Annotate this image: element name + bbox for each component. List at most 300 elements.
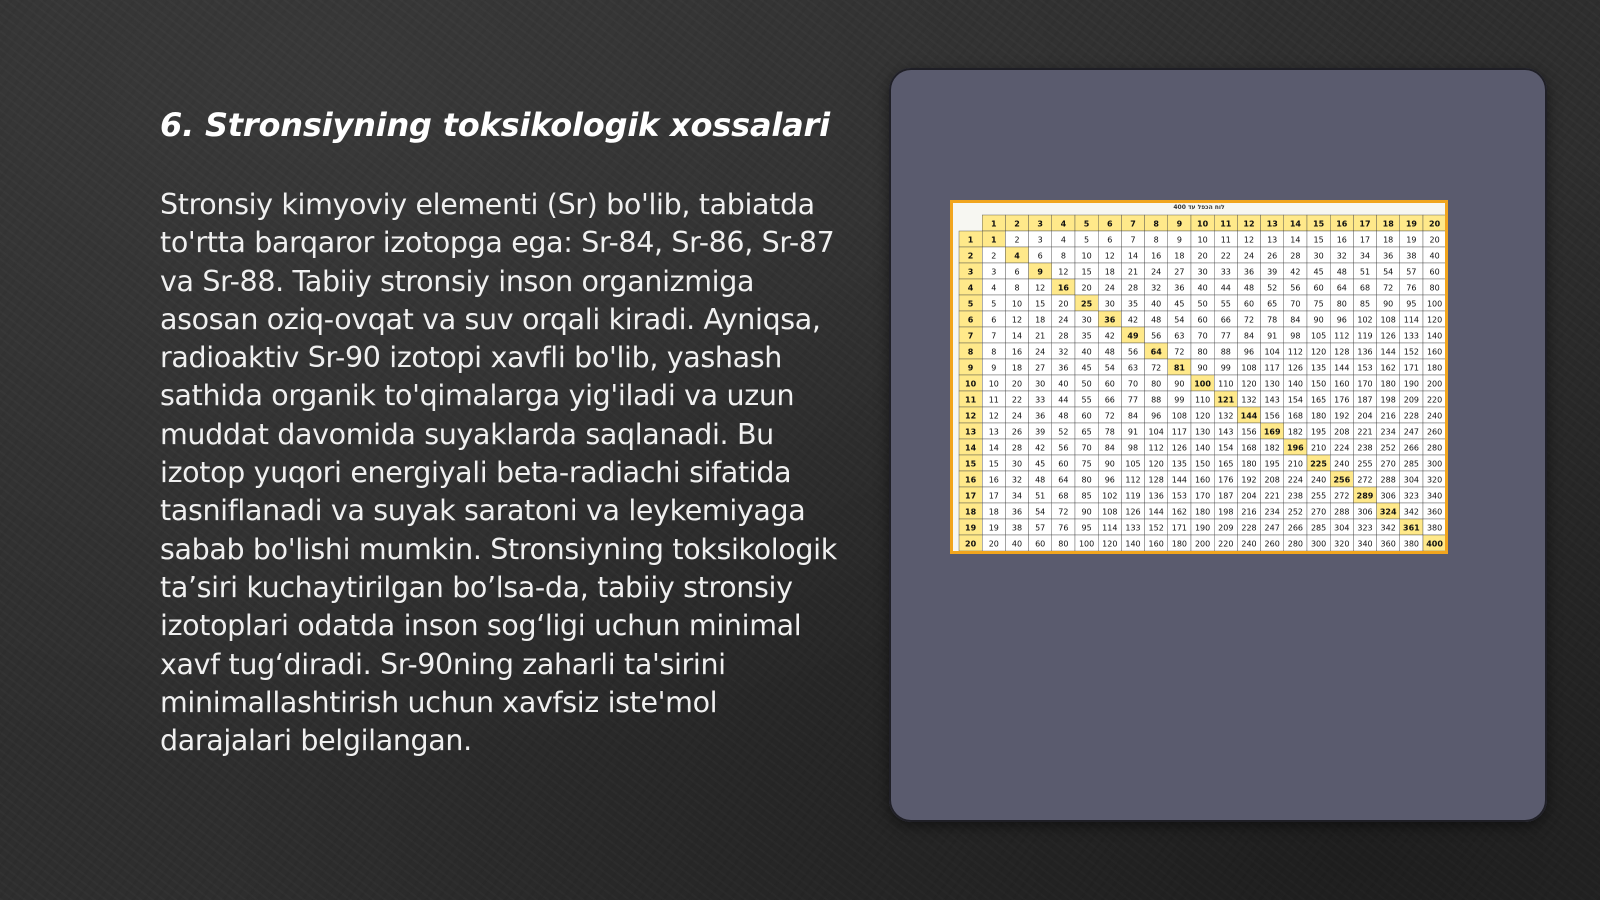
- table-cell-value: 144: [1334, 363, 1350, 373]
- table-header-label: 9: [1176, 219, 1183, 229]
- table-cell-value: 33: [1035, 395, 1046, 405]
- table-cell-value: 24: [1104, 283, 1115, 293]
- table-cell-value: 160: [1194, 475, 1211, 485]
- table-cell-value: 110: [1194, 395, 1211, 405]
- table-cell-value: 340: [1426, 491, 1443, 501]
- table-cell-value: 200: [1194, 539, 1211, 549]
- table-cell-value: 255: [1357, 459, 1373, 469]
- table-cell-value: 160: [1148, 539, 1164, 549]
- table-cell-value: 96: [1151, 411, 1162, 421]
- table-cell-value: 112: [1287, 347, 1304, 357]
- table-cell-value: 121: [1217, 395, 1235, 405]
- table-header-label: 15: [965, 459, 977, 469]
- table-cell-value: 42: [1104, 331, 1115, 341]
- table-cell-value: 11: [988, 395, 999, 405]
- table-cell-value: 204: [1241, 491, 1257, 501]
- table-cell-value: 195: [1310, 427, 1327, 437]
- table-cell-value: 6: [991, 315, 997, 325]
- table-cell-value: 36: [1104, 315, 1116, 325]
- table-cell-value: 144: [1380, 347, 1396, 357]
- table-cell-value: 30: [1313, 251, 1324, 261]
- table-cell-value: 144: [1148, 507, 1164, 517]
- table-cell-value: 4: [1060, 235, 1066, 245]
- table-cell-value: 150: [1310, 379, 1327, 389]
- table-cell-value: 70: [1197, 331, 1208, 341]
- table-cell-value: 45: [1174, 299, 1185, 309]
- table-cell-value: 128: [1334, 347, 1350, 357]
- table-cell-value: 76: [1406, 283, 1417, 293]
- table-cell-value: 80: [1081, 475, 1092, 485]
- table-cell-value: 13: [1267, 235, 1278, 245]
- table-cell-value: 56: [1127, 347, 1139, 357]
- table-cell-value: 36: [1383, 251, 1394, 261]
- table-cell-value: 195: [1264, 459, 1280, 469]
- table-cell-value: 225: [1310, 459, 1327, 469]
- table-cell-value: 272: [1334, 491, 1350, 501]
- table-cell-value: 160: [1334, 379, 1350, 389]
- table-cell-value: 18: [1174, 251, 1185, 261]
- table-cell-value: 108: [1171, 411, 1188, 421]
- table-cell-value: 56: [1151, 331, 1162, 341]
- table-cell-value: 228: [1403, 411, 1420, 421]
- table-cell-value: 6: [1107, 235, 1113, 245]
- table-cell-value: 38: [1406, 251, 1417, 261]
- table-cell-value: 168: [1287, 411, 1304, 421]
- table-cell-value: 320: [1334, 539, 1350, 549]
- table-cell-value: 208: [1334, 427, 1350, 437]
- table-cell-value: 48: [1151, 315, 1162, 325]
- table-caption: לוח הכפל עד 400: [1173, 204, 1225, 211]
- table-cell-value: 180: [1310, 411, 1327, 421]
- table-cell-value: 60: [1058, 459, 1069, 469]
- table-cell-value: 32: [1336, 251, 1347, 261]
- table-cell-value: 80: [1429, 283, 1440, 293]
- table-cell-value: 247: [1264, 523, 1280, 533]
- table-cell-value: 136: [1357, 347, 1373, 357]
- table-cell-value: 117: [1171, 427, 1188, 437]
- table-cell-value: 19: [988, 523, 999, 533]
- table-cell-value: 190: [1194, 523, 1211, 533]
- table-cell-value: 8: [991, 347, 997, 357]
- table-header-label: 16: [1336, 219, 1348, 229]
- table-cell-value: 66: [1220, 315, 1231, 325]
- table-cell-value: 208: [1264, 475, 1280, 485]
- table-cell-value: 63: [1174, 331, 1185, 341]
- table-cell-value: 119: [1357, 331, 1373, 341]
- table-cell-value: 78: [1104, 427, 1115, 437]
- table-header-label: 5: [1083, 219, 1090, 229]
- table-cell-value: 68: [1359, 283, 1371, 293]
- table-cell-value: 130: [1194, 427, 1211, 437]
- table-cell-value: 28: [1127, 283, 1139, 293]
- table-cell-value: 144: [1240, 411, 1258, 421]
- table-cell-value: 192: [1334, 411, 1350, 421]
- table-cell-value: 40: [1058, 379, 1069, 389]
- table-cell-value: 126: [1380, 331, 1396, 341]
- table-cell-value: 300: [1310, 539, 1327, 549]
- table-cell-value: 26: [1011, 427, 1023, 437]
- table-cell-value: 180: [1194, 507, 1211, 517]
- table-cell-value: 14: [1011, 331, 1023, 341]
- table-cell-value: 80: [1336, 299, 1347, 309]
- table-cell-value: 216: [1380, 411, 1396, 421]
- table-cell-value: 360: [1426, 507, 1443, 517]
- table-cell-value: 33: [1220, 267, 1231, 277]
- table-cell-value: 285: [1310, 523, 1327, 533]
- table-cell-value: 84: [1243, 331, 1255, 341]
- table-cell-value: 180: [1426, 363, 1443, 373]
- table-header-label: 11: [965, 395, 977, 405]
- table-cell-value: 39: [1035, 427, 1046, 437]
- table-cell-value: 44: [1220, 283, 1231, 293]
- table-cell-value: 40: [1197, 283, 1208, 293]
- table-cell-value: 18: [1035, 315, 1046, 325]
- table-cell-value: 80: [1151, 379, 1162, 389]
- table-cell-value: 240: [1334, 459, 1350, 469]
- table-cell-value: 39: [1267, 267, 1278, 277]
- table-cell-value: 72: [1243, 315, 1255, 325]
- table-cell-value: 9: [991, 363, 997, 373]
- table-cell-value: 176: [1218, 475, 1234, 485]
- table-cell-value: 90: [1383, 299, 1394, 309]
- table-cell-value: 16: [1336, 235, 1347, 245]
- table-cell-value: 40: [1429, 251, 1440, 261]
- table-cell-value: 380: [1426, 523, 1443, 533]
- table-cell-value: 162: [1171, 507, 1188, 517]
- table-cell-value: 240: [1241, 539, 1257, 549]
- table-cell-value: 21: [1127, 267, 1139, 277]
- table-cell-value: 2: [991, 251, 997, 261]
- table-cell-value: 128: [1148, 475, 1164, 485]
- table-cell-value: 72: [1174, 347, 1185, 357]
- table-cell-value: 126: [1125, 507, 1141, 517]
- table-cell-value: 10: [1011, 299, 1023, 309]
- table-cell-value: 256: [1333, 475, 1351, 485]
- table-cell-value: 289: [1356, 491, 1374, 501]
- table-cell-value: 75: [1081, 459, 1092, 469]
- table-header-label: 15: [1313, 219, 1325, 229]
- table-cell-value: 270: [1310, 507, 1327, 517]
- table-cell-value: 27: [1174, 267, 1185, 277]
- table-cell-value: 60: [1243, 299, 1255, 309]
- table-cell-value: 22: [1220, 251, 1231, 261]
- table-cell-value: 24: [1151, 267, 1162, 277]
- table-cell-value: 36: [1035, 411, 1046, 421]
- table-cell-value: 99: [1220, 363, 1231, 373]
- table-cell-value: 85: [1359, 299, 1371, 309]
- table-cell-value: 28: [1011, 443, 1023, 453]
- table-cell-value: 238: [1357, 443, 1373, 453]
- table-cell-value: 42: [1127, 315, 1139, 325]
- table-cell-value: 70: [1290, 299, 1301, 309]
- table-cell-value: 84: [1290, 315, 1301, 325]
- multiplication-table: [953, 203, 1445, 551]
- table-cell-value: 36: [1174, 283, 1185, 293]
- table-cell-value: 288: [1380, 475, 1396, 485]
- table-cell-value: 34: [1011, 491, 1023, 501]
- table-cell-value: 169: [1263, 427, 1281, 437]
- table-cell-value: 14: [988, 443, 999, 453]
- table-header-label: 17: [965, 491, 977, 501]
- table-cell-value: 42: [1290, 267, 1301, 277]
- table-header-label: 7: [1130, 219, 1136, 229]
- table-cell-value: 306: [1380, 491, 1396, 501]
- table-cell-value: 162: [1380, 363, 1396, 373]
- table-cell-value: 160: [1426, 347, 1443, 357]
- table-cell-value: 75: [1313, 299, 1324, 309]
- table-cell-value: 32: [1058, 347, 1069, 357]
- table-cell-value: 221: [1264, 491, 1280, 501]
- table-cell-value: 105: [1125, 459, 1141, 469]
- table-cell-value: 90: [1313, 315, 1324, 325]
- table-header-label: 14: [1289, 219, 1301, 229]
- table-cell-value: 28: [1290, 251, 1301, 261]
- table-header-label: 13: [1266, 219, 1278, 229]
- table-cell-value: 114: [1102, 523, 1118, 533]
- table-cell-value: 3: [1037, 235, 1043, 245]
- table-cell-value: 15: [988, 459, 999, 469]
- table-cell-value: 12: [988, 411, 999, 421]
- table-cell-value: 130: [1264, 379, 1280, 389]
- table-cell-value: 200: [1426, 379, 1443, 389]
- table-cell-value: 7: [1130, 235, 1136, 245]
- slide-title: 6. Stronsiyning toksikologik xossalari: [160, 106, 830, 144]
- table-cell-value: 1: [991, 235, 997, 245]
- table-cell-value: 104: [1264, 347, 1280, 357]
- table-cell-value: 26: [1267, 251, 1278, 261]
- table-cell-value: 112: [1125, 475, 1141, 485]
- table-cell-value: 96: [1336, 315, 1347, 325]
- table-cell-value: 76: [1058, 523, 1069, 533]
- table-cell-value: 35: [1127, 299, 1139, 309]
- table-cell-value: 209: [1218, 523, 1234, 533]
- table-cell-value: 54: [1174, 315, 1185, 325]
- table-header-label: 18: [965, 507, 977, 517]
- table-header-label: 12: [1243, 219, 1255, 229]
- table-cell-value: 100: [1194, 379, 1211, 389]
- table-cell-value: 24: [1243, 251, 1255, 261]
- table-cell-value: 120: [1241, 379, 1257, 389]
- table-cell-value: 288: [1334, 507, 1350, 517]
- table-cell-value: 18: [1011, 363, 1023, 373]
- table-cell-value: 120: [1148, 459, 1164, 469]
- table-cell-value: 42: [1035, 443, 1046, 453]
- table-cell-value: 20: [1081, 283, 1092, 293]
- table-cell-value: 25: [1081, 299, 1093, 309]
- table-cell-value: 165: [1218, 459, 1234, 469]
- table-cell-value: 20: [1197, 251, 1208, 261]
- table-cell-value: 210: [1310, 443, 1327, 453]
- table-cell-value: 104: [1148, 427, 1164, 437]
- table-cell-value: 30: [1035, 379, 1046, 389]
- table-cell-value: 70: [1081, 443, 1092, 453]
- table-cell-value: 306: [1357, 507, 1373, 517]
- table-cell-value: 20: [1011, 379, 1023, 389]
- table-cell-value: 19: [1406, 235, 1417, 245]
- table-cell-value: 182: [1264, 443, 1280, 453]
- table-cell-value: 198: [1218, 507, 1234, 517]
- table-cell-value: 102: [1102, 491, 1118, 501]
- table-cell-value: 60: [1035, 539, 1046, 549]
- table-header-label: 20: [1429, 219, 1441, 229]
- table-cell-value: 247: [1403, 427, 1420, 437]
- table-cell-value: 252: [1287, 507, 1304, 517]
- table-cell-value: 198: [1380, 395, 1396, 405]
- table-header-label: 20: [965, 539, 977, 549]
- table-cell-value: 135: [1171, 459, 1188, 469]
- table-cell-value: 342: [1403, 507, 1420, 517]
- table-cell-value: 36: [1058, 363, 1069, 373]
- table-cell-value: 60: [1104, 379, 1115, 389]
- table-cell-value: 9: [1037, 267, 1043, 277]
- table-cell-value: 112: [1148, 443, 1164, 453]
- table-cell-value: 65: [1081, 427, 1092, 437]
- table-cell-value: 320: [1426, 475, 1443, 485]
- table-cell-value: 54: [1035, 507, 1046, 517]
- table-cell-value: 48: [1243, 283, 1255, 293]
- table-cell-value: 108: [1380, 315, 1396, 325]
- table-cell-value: 16: [1151, 251, 1162, 261]
- table-cell-value: 52: [1267, 283, 1278, 293]
- table-cell-value: 72: [1383, 283, 1394, 293]
- table-cell-value: 60: [1197, 315, 1208, 325]
- table-cell-value: 64: [1336, 283, 1347, 293]
- table-cell-value: 36: [1011, 507, 1023, 517]
- table-cell-value: 192: [1241, 475, 1257, 485]
- table-cell-value: 300: [1426, 459, 1443, 469]
- table-cell-value: 140: [1287, 379, 1304, 389]
- table-cell-value: 400: [1426, 539, 1443, 549]
- table-cell-value: 234: [1264, 507, 1280, 517]
- table-cell-value: 40: [1151, 299, 1162, 309]
- table-cell-value: 285: [1403, 459, 1420, 469]
- table-cell-value: 48: [1058, 411, 1069, 421]
- table-cell-value: 8: [1153, 235, 1159, 245]
- table-cell-value: 171: [1171, 523, 1188, 533]
- table-cell-value: 260: [1426, 427, 1443, 437]
- multiplication-table-image: [950, 200, 1448, 554]
- table-header-label: 19: [965, 523, 977, 533]
- table-cell-value: 133: [1403, 331, 1420, 341]
- table-cell-value: 135: [1310, 363, 1327, 373]
- table-cell-value: 266: [1287, 523, 1304, 533]
- table-cell-value: 77: [1220, 331, 1231, 341]
- table-cell-value: 238: [1287, 491, 1304, 501]
- table-cell-value: 16: [1011, 347, 1023, 357]
- table-cell-value: 11: [1220, 235, 1231, 245]
- table-cell-value: 28: [1058, 331, 1069, 341]
- slide-body-text: Stronsiy kimyoviy elementi (Sr) bo'lib, tabiatda to'rtta barqaror izotopga ega: Sr-84, Sr-86, Sr-87 va Sr-88. Tabiiy stronsiy inson organizmiga asosan oziq-ovqat va suv orqali kiradi. Ayniqsa, radioaktiv Sr-90 izotopi xavfli bo'lib, yashash sathida organik to'qimalarga yig'iladi va uzun muddat davomida suyaklarda saqlanadi. Bu izotop yuqori energiyali beta-radiachi sifatida tasniflanadi va suyak saratoni va leykemiyaga sabab bo'lishi mumkin. Stronsiyning toksikologik ta’siri kuchaytirilgan bo’lsa-da, tabiiy stronsiy izotoplari odatda inson sog‘ligi uchun minimal xavf tug‘diradi. Sr-90ning zaharli ta'sirini minimallashtirish uchun xavfsiz iste'mol darajalari belgilangan.: [160, 188, 837, 758]
- table-cell-value: 152: [1403, 347, 1420, 357]
- table-cell-value: 112: [1334, 331, 1350, 341]
- table-cell-value: 57: [1035, 523, 1046, 533]
- table-cell-value: 51: [1035, 491, 1046, 501]
- table-cell-value: 17: [988, 491, 999, 501]
- table-cell-value: 5: [991, 299, 997, 309]
- table-cell-value: 95: [1081, 523, 1092, 533]
- table-cell-value: 54: [1104, 363, 1115, 373]
- table-cell-value: 5: [1084, 235, 1090, 245]
- table-header-label: 3: [967, 267, 974, 277]
- table-cell-value: 209: [1403, 395, 1420, 405]
- table-cell-value: 84: [1127, 411, 1139, 421]
- table-cell-value: 12: [1104, 251, 1115, 261]
- table-cell-value: 40: [1011, 539, 1023, 549]
- table-cell-value: 54: [1383, 267, 1394, 277]
- table-cell-value: 90: [1081, 507, 1092, 517]
- table-cell-value: 96: [1243, 347, 1255, 357]
- table-cell-value: 84: [1104, 443, 1115, 453]
- table-cell-value: 266: [1403, 443, 1420, 453]
- table-cell-value: 171: [1403, 363, 1420, 373]
- table-cell-value: 45: [1035, 459, 1046, 469]
- table-cell-value: 180: [1380, 379, 1396, 389]
- table-cell-value: 78: [1267, 315, 1278, 325]
- table-cell-value: 108: [1241, 363, 1257, 373]
- table-cell-value: 133: [1125, 523, 1141, 533]
- table-cell-value: 150: [1194, 459, 1211, 469]
- table-cell-value: 120: [1102, 539, 1118, 549]
- table-cell-value: 68: [1058, 491, 1069, 501]
- table-cell-value: 99: [1174, 395, 1185, 405]
- table-cell-value: 216: [1241, 507, 1257, 517]
- table-cell-value: 204: [1357, 411, 1373, 421]
- table-cell-value: 240: [1426, 411, 1443, 421]
- table-cell-value: 77: [1127, 395, 1139, 405]
- table-cell-value: 220: [1218, 539, 1234, 549]
- table-cell-value: 10: [1081, 251, 1092, 261]
- table-header-label: 10: [965, 379, 977, 389]
- table-cell-value: 252: [1380, 443, 1396, 453]
- table-cell-value: 140: [1194, 443, 1211, 453]
- table-cell-value: 144: [1171, 475, 1188, 485]
- table-cell-value: 80: [1058, 539, 1069, 549]
- table-header-label: 10: [1197, 219, 1209, 229]
- table-cell-value: 15: [1313, 235, 1324, 245]
- table-cell-value: 143: [1218, 427, 1234, 437]
- table-cell-value: 30: [1197, 267, 1208, 277]
- table-cell-value: 182: [1287, 427, 1304, 437]
- table-cell-value: 45: [1081, 363, 1092, 373]
- table-cell-value: 81: [1173, 363, 1185, 373]
- table-header-label: 18: [1382, 219, 1394, 229]
- table-cell-value: 221: [1357, 427, 1373, 437]
- table-cell-value: 280: [1287, 539, 1304, 549]
- table-cell-value: 36: [1243, 267, 1255, 277]
- table-cell-value: 140: [1125, 539, 1141, 549]
- table-cell-value: 6: [1014, 267, 1020, 277]
- table-cell-value: 64: [1150, 347, 1162, 357]
- table-header-label: 8: [967, 347, 974, 357]
- table-cell-value: 12: [1011, 315, 1023, 325]
- table-cell-value: 15: [1035, 299, 1046, 309]
- table-cell-value: 66: [1104, 395, 1115, 405]
- table-cell-value: 9: [1176, 235, 1182, 245]
- table-cell-value: 10: [988, 379, 999, 389]
- table-header-label: 14: [965, 443, 977, 453]
- table-cell-value: 30: [1011, 459, 1023, 469]
- table-cell-value: 196: [1287, 443, 1304, 453]
- table-cell-value: 32: [1011, 475, 1023, 485]
- table-cell-value: 240: [1310, 475, 1327, 485]
- table-cell-value: 340: [1357, 539, 1373, 549]
- table-cell-value: 38: [1011, 523, 1023, 533]
- table-cell-value: 70: [1127, 379, 1139, 389]
- table-cell-value: 16: [1057, 283, 1069, 293]
- table-cell-value: 14: [1290, 235, 1301, 245]
- table-cell-value: 224: [1287, 475, 1304, 485]
- table-cell-value: 304: [1334, 523, 1350, 533]
